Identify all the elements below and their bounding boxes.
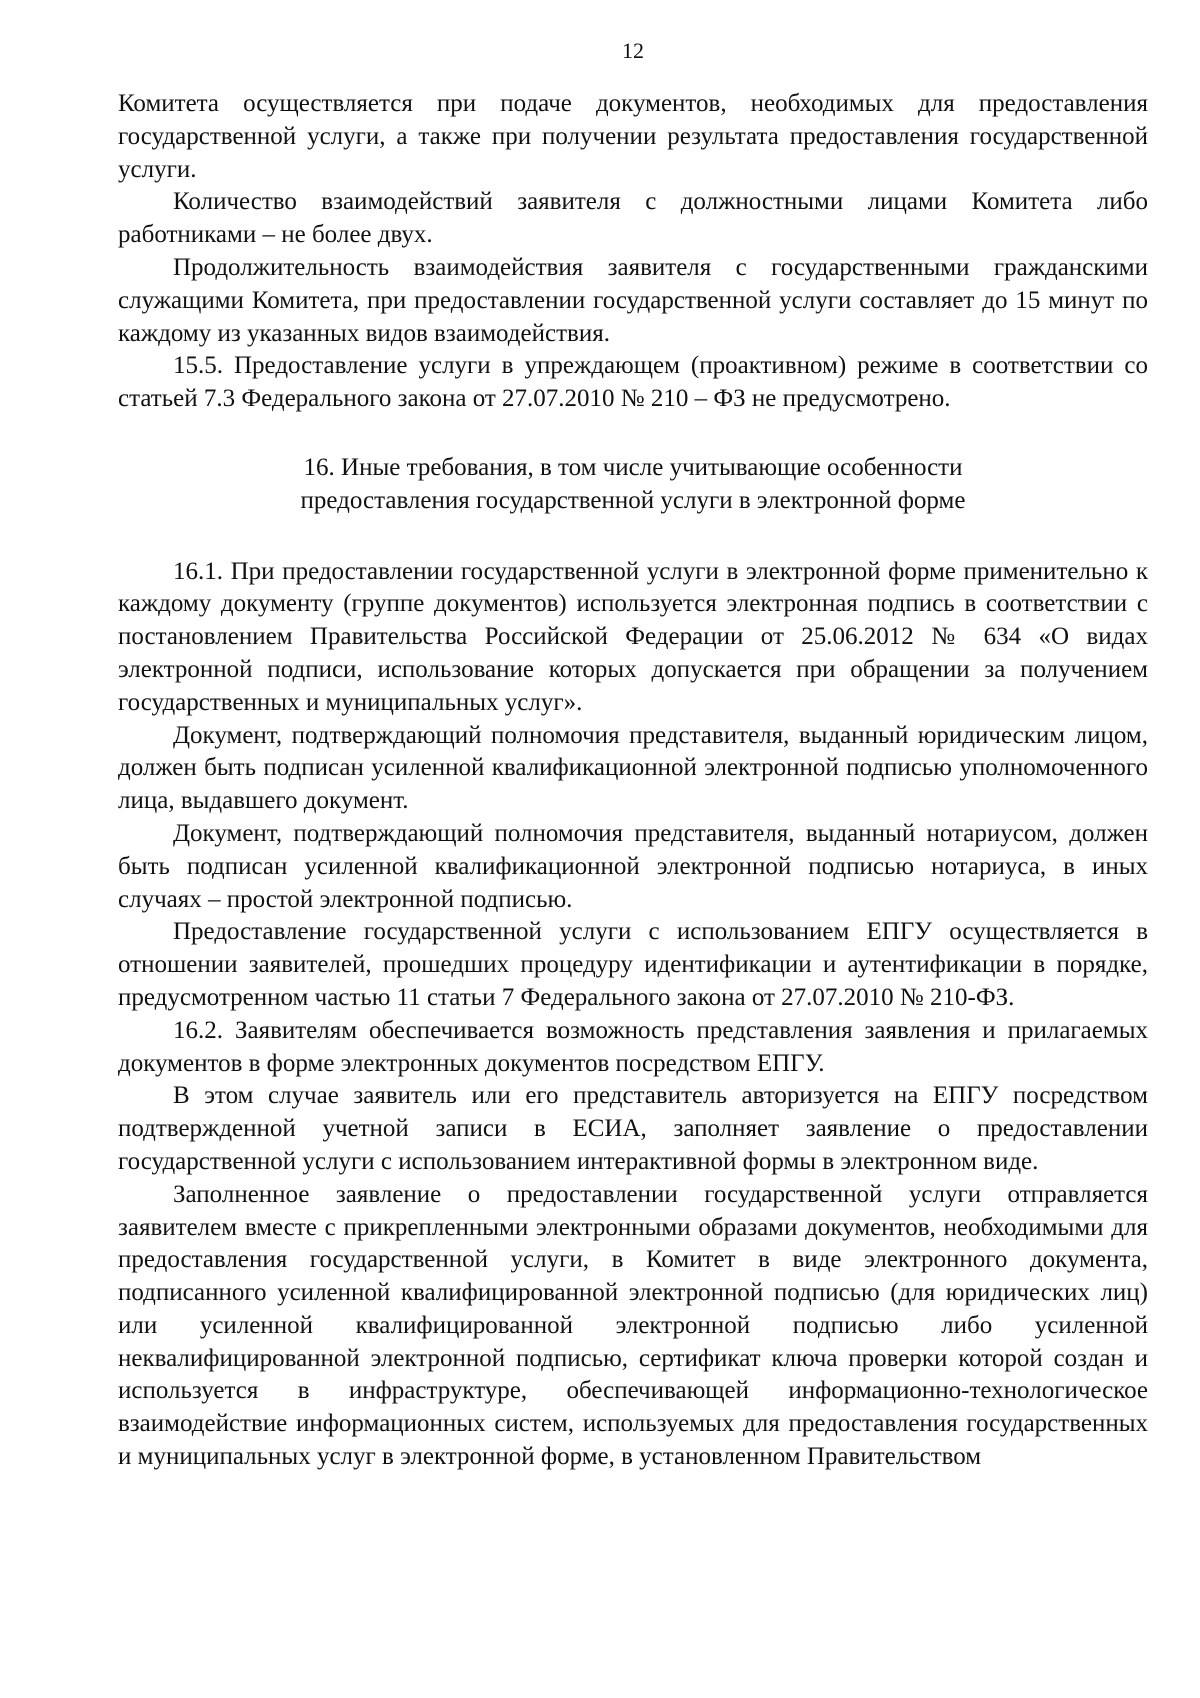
paragraph: Документ, подтверждающий полномочия представителя, выданный нотариусом, должен быть подписан усиленной квалификационной электронной подписью нотариуса, в иных случаях – простой электронной подписью. [118, 819, 1148, 913]
document-page [118, 0, 1148, 1474]
paragraph: Предоставление государственной услуги с использованием ЕПГУ осуществляется в отношении заявителей, прошедших процедуру идентификации и аутентификации в порядке, предусмотренном частью 11 статьи 7 Федерального закона от 27.07.2010 № 210-ФЗ. [118, 918, 1148, 1011]
section-heading [118, 452, 1148, 518]
paragraph: 15.5. Предоставление услуги в упреждающем (проактивном) режиме в соответствии со статьей 7.3 Федерального закона от 27.07.2010 № 210 – ФЗ не предусмотрено. [118, 352, 1148, 413]
paragraph: Количество взаимодействий заявителя с должностными лицами Комитета либо работниками – не более двух. [118, 188, 1148, 249]
paragraph: В этом случае заявитель или его представитель авторизуется на ЕПГУ посредством подтвержденной учетной записи в ЕСИА, заполняет заявление о предоставлении государственной услуги с использованием интерактивной формы в электронном виде. [118, 1082, 1148, 1175]
paragraph: Документ, подтверждающий полномочия представителя, выданный юридическим лицом, должен быть подписан усиленной квалификационной электронной подписью уполномоченного лица, выдавшего документ. [118, 721, 1148, 815]
paragraph: 16.2. Заявителям обеспечивается возможность представления заявления и прилагаемых документов в форме электронных документов посредством ЕПГУ. [118, 1016, 1148, 1077]
paragraph: 16.1. При предоставлении государственной услуги в электронной форме применительно к каждому документу (группе документов) используется электронная подпись в соответствии с постановлением Правительства Российской Федерации от 25.06.2012 № 634 «О видах электронной подписи, использование которых допускается при обращении за получением государственных и муниципальных услуг». [118, 557, 1148, 716]
section-heading-line: 16. Иные требования, в том числе учитывающие особенности [303, 453, 963, 481]
paragraph: Продолжительность взаимодействия заявителя с государственными гражданскими служащими Комитета, при предоставлении государственной услуги составляет до 15 минут по каждому из указанных видов взаимодействия. [118, 253, 1148, 347]
paragraph: Комитета осуществляется при подаче документов, необходимых для предоставления государственной услуги, а также при получении результата предоставления государственной услуги. [118, 90, 1148, 183]
page-number: 12 [622, 38, 644, 63]
paragraph: Заполненное заявление о предоставлении государственной услуги отправляется заявителем вместе с прикрепленными электронными образами документов, необходимыми для предоставления государственной услуги, в Комитет в виде электронного документа, подписанного усиленной квалифицированной электронной подписью (для юридических лиц) или усиленной квалифицированной электронной подписью либо усиленной неквалифицированной электронной подписью, сертификат ключа проверки которой создан и используется в инфраструктуре, обеспечивающей информационно-технологическое взаимодействие информационных систем, используемых для предоставления государственных и муниципальных услуг в электронной форме, в установленном Правительством [118, 1180, 1148, 1471]
section-heading-line: предоставления государственной услуги в электронной форме [300, 486, 966, 514]
